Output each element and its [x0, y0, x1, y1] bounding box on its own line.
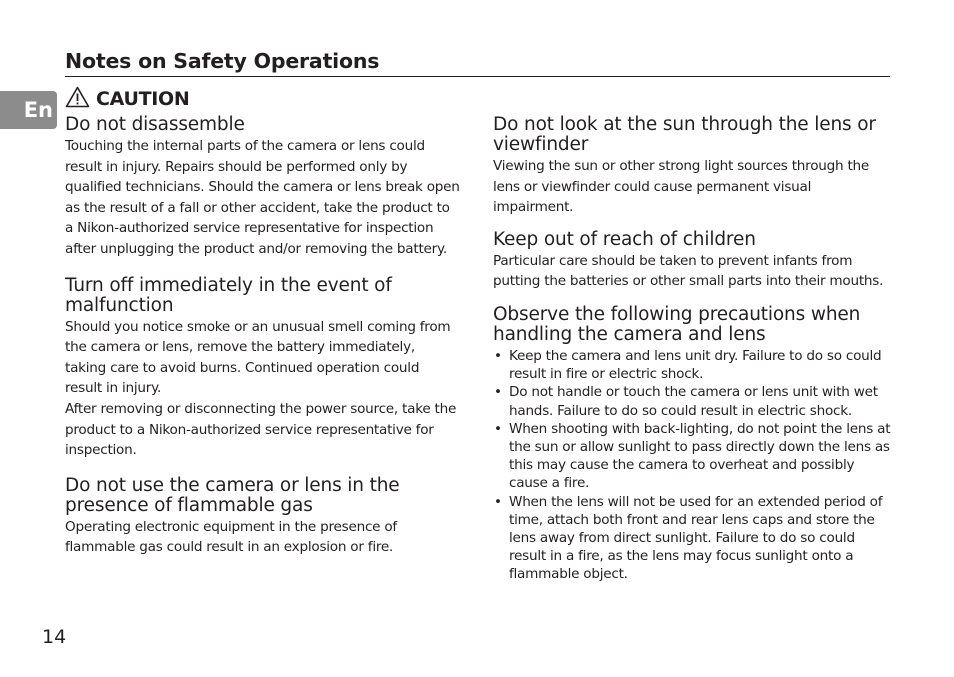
left-column [65, 115, 460, 558]
list-item-text: When the lens will not be used for an extended period of time, attach both front and rear lens caps and store the lens away from direct sunlight. Failure to do so could result in a fire, as the lens may focus sunlight onto a flammable object. [509, 493, 883, 583]
bullet-icon: • [494, 493, 502, 510]
section-paragraph: Viewing the sun or other strong light sources through the lens or viewfinder could cause permanent visual impairment. [493, 158, 869, 216]
section-heading: Turn off immediately in the event of malfunction [65, 274, 392, 316]
section-paragraph: Should you notice smoke or an unusual smell coming from the camera or lens, remove the battery immediately, taking care to avoid burns. Continued operation could result in injury. [65, 318, 451, 397]
section-paragraph: Operating electronic equipment in the presence of flammable gas could result in an explosion or fire. [65, 518, 397, 556]
bullet-icon: • [494, 347, 502, 364]
title-divider [65, 76, 890, 77]
list-item [493, 347, 893, 383]
bullet-icon: • [494, 420, 502, 437]
list-item [493, 493, 893, 584]
warning-triangle-icon [65, 86, 90, 112]
section-handling-precautions [493, 305, 893, 584]
section-do-not-look-at-sun [493, 115, 893, 218]
section-heading: Do not use the camera or lens in the presence of flammable gas [65, 474, 400, 516]
section-paragraph: Touching the internal parts of the camera or lens could result in injury. Repairs should be performed only by qualified technicians. Should the camera or lens break open as the result of a fall or other accident, take the product to a Nikon-authorized service representative for inspection after unplugging the product and/or removing the battery. [65, 138, 460, 257]
language-tab-label: En [23, 98, 53, 122]
section-paragraph: After removing or disconnecting the power source, take the product to a Nikon-authorized service representative for inspection. [65, 400, 457, 459]
section-do-not-disassemble [65, 115, 460, 260]
section-turn-off-malfunction [65, 276, 460, 461]
page-number: 14 [42, 626, 67, 648]
section-heading: Observe the following precautions when handling the camera and lens [493, 303, 861, 345]
page-title: Notes on Safety Operations [65, 49, 380, 73]
list-item [493, 383, 893, 419]
section-heading: Do not look at the sun through the lens or viewfinder [493, 114, 876, 155]
list-item-text: Keep the camera and lens unit dry. Failure to do so could result in fire or electric shock. [509, 347, 882, 383]
section-heading: Do not disassemble [65, 114, 245, 135]
section-heading: Keep out of reach of children [493, 228, 756, 250]
bullet-icon: • [494, 384, 502, 401]
language-tab [0, 91, 57, 129]
section-keep-from-children [493, 230, 893, 292]
precautions-list [493, 347, 893, 584]
right-column [493, 115, 893, 584]
section-flammable-gas [65, 476, 460, 558]
caution-label: CAUTION [96, 88, 190, 110]
list-item-text: When shooting with back-lighting, do not point the lens at the sun or allow sunlight to pass directly down the lens as this may cause the camera to overheat and possibly cause a fire. [509, 420, 891, 492]
list-item [493, 420, 893, 493]
list-item-text: Do not handle or touch the camera or lens unit with wet hands. Failure to do so could result in electric shock. [509, 384, 878, 419]
caution-heading [65, 86, 189, 112]
section-paragraph: Particular care should be taken to prevent infants from putting the batteries or other small parts into their mouths. [493, 252, 884, 290]
